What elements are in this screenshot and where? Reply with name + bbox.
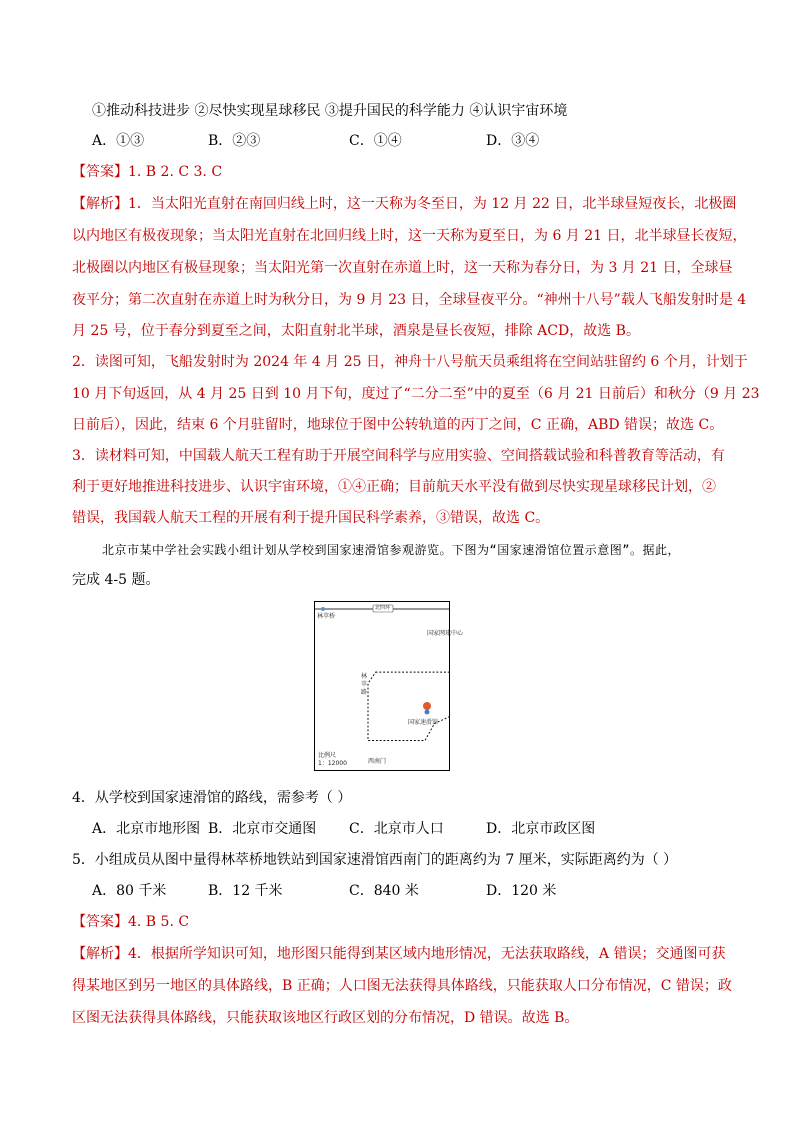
analysis-2-line-3: 区图无法获得具体路线，只能获取该地区行政区划的分布情况，D 错误。故选 B。 <box>72 1010 579 1026</box>
answer-text: 1. B 2. C 3. C <box>128 164 223 180</box>
answer-tag-2: 【答案】 <box>72 914 128 930</box>
q4-option-d: D．北京市政区图 <box>486 821 596 837</box>
analysis-1-line-1 <box>72 195 736 213</box>
analysis-1-line-11: 错误，我国载人航天工程的开展有利于提升国民科学素养，③错误，故选 C。 <box>72 510 550 526</box>
q3-option-d: D．③④ <box>486 133 540 149</box>
q5-option-a: A．80 千米 <box>92 883 167 899</box>
station-label: 林萃桥 <box>317 613 336 620</box>
analysis-1-line-9: 3．读材料可知，中国载人航天工程有助于开展空间科学与应用实验、空间搭载试验和科普教育等活动，有 <box>72 448 725 464</box>
venue-boundary <box>368 672 449 740</box>
q3-option-b: B．②③ <box>208 133 261 149</box>
q4-option-b: B．北京市交通图 <box>208 821 317 837</box>
q5-option-c: C．840 米 <box>349 883 419 899</box>
q5-option-d: D．120 米 <box>486 883 557 899</box>
analysis-text-2: 4．根据所学知识可知，地形图只能得到某区域内地形情况，无法获取路线，A 错误；交通图可获 <box>128 946 726 962</box>
intro-line-2: 完成 4-5 题。 <box>72 572 160 588</box>
venue-pin-icon <box>425 710 430 715</box>
gate-label: 西南门 <box>368 758 387 765</box>
answer-block-1 <box>72 163 222 181</box>
q4-option-c: C．北京市人口 <box>349 821 444 837</box>
analysis-1-line-6: 2．读图可知，飞船发射时为 2024 年 4 月 25 日，神舟十八号航天员乘组将在空间站驻留约 6 个月，计划于 <box>72 354 748 370</box>
road-sign-label: 北四环 <box>375 605 391 611</box>
road-label-3: 路 <box>361 689 368 696</box>
answer-text-2: 4. B 5. C <box>128 914 190 930</box>
venue-location-map <box>314 601 464 771</box>
analysis-text: 1．当太阳光直射在南回归线上时，这一天称为冬至日，为 12 月 22 日，北半球昼短夜长，北极圈 <box>128 196 737 212</box>
map-drawing <box>315 602 449 770</box>
scale-label: 比例尺 <box>318 752 337 759</box>
q5-stem: 5．小组成员从图中量得林萃桥地铁站到国家速滑馆西南门的距离约为 7 厘米，实际距离约为（ ） <box>72 852 678 868</box>
intro-line-1: 北京市某中学社会实践小组计划从学校到国家速滑馆参观游览。下图为“国家速滑馆位置示意图”。据此， <box>102 543 680 557</box>
analysis-1-line-8: 日前后），因此，结束 6 个月驻留时，地球位于图中公转轨道的丙丁之间，C 正确，ABD 错误；故选 C。 <box>72 417 724 433</box>
q3-option-c: C．①④ <box>349 133 402 149</box>
road-label-1: 林 <box>361 673 368 680</box>
analysis-1-line-7: 10 月下旬返回，从 4 月 25 日到 10 月下旬，度过了“二分二至”中的夏至（6 月 21 日前后）和秋分（9 月 23 <box>72 386 760 402</box>
q3-items: ①推动科技进步 ②尽快实现星球移民 ③提升国民的科学能力 ④认识宇宙环境 <box>92 103 568 119</box>
answer-block-2 <box>72 913 189 931</box>
answer-tag: 【答案】 <box>72 164 128 180</box>
analysis-1-line-4: 夜平分；第二次直射在赤道上时为秋分日，为 9 月 23 日，全球昼夜平分。“神州十八号”载人飞船发射时是 4 <box>72 292 747 308</box>
analysis-tag: 【解析】 <box>72 196 128 212</box>
analysis-tag-2: 【解析】 <box>72 946 128 962</box>
analysis-2-line-2: 得某地区到另一地区的具体路线，B 正确；人口图无法获得具体路线，只能获取人口分布情况，C 错误；政 <box>72 978 732 994</box>
analysis-1-line-3: 北极圈以内地区有极昼现象；当太阳光第一次直射在赤道上时，这一天称为春分日，为 3 月 21 日，全球昼 <box>72 260 733 276</box>
q5-option-b: B．12 千米 <box>208 883 283 899</box>
venue-label: 国家速滑馆 <box>408 719 439 726</box>
scale-value: 1：12000 <box>318 760 347 767</box>
q4-stem: 4．从学校到国家速滑馆的路线，需参考（ ） <box>72 790 352 806</box>
venue-marker-icon <box>423 702 431 710</box>
tennis-center-label: 国家网球中心 <box>427 630 464 637</box>
analysis-1-line-5: 月 25 号，位于春分到夏至之间，太阳直射北半球，酒泉是昼长夜短，排除 ACD，故选 B。 <box>72 323 640 339</box>
q4-option-a: A．北京市地形图 <box>92 821 201 837</box>
analysis-1-line-2: 以内地区有极夜现象；当太阳光直射在北回归线上时，这一天称为夏至日，为 6 月 21 日，北半球昼长夜短， <box>72 228 747 244</box>
road-label-2: 萃 <box>361 681 368 688</box>
station-icon <box>321 607 325 611</box>
q3-option-a: A．①③ <box>92 133 145 149</box>
analysis-2-line-1 <box>72 945 725 963</box>
analysis-1-line-10: 利于更好地推进科技进步、认识宇宙环境，①④正确；目前航天水平没有做到尽快实现星球移民计划，② <box>72 479 716 495</box>
